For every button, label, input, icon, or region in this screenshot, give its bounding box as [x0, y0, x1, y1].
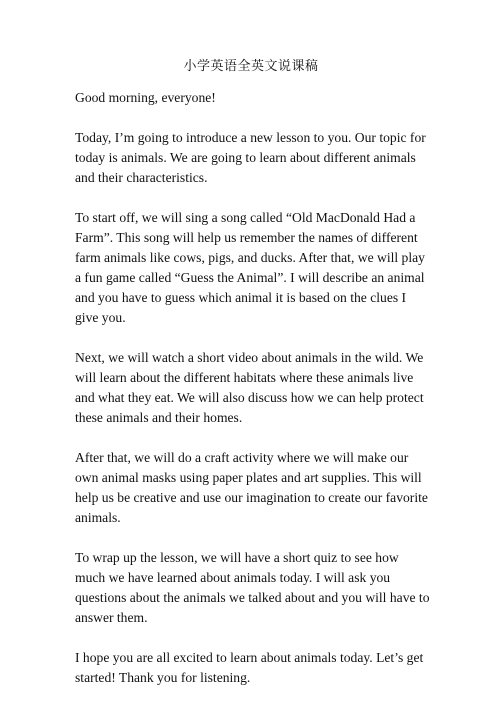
paragraph-craft-activity: After that, we will do a craft activity where we will make our own animal masks using paper plates and art supplies. This will help us be creative and use our imagination to create our favorite animals. [75, 450, 428, 525]
paragraph-quiz: To wrap up the lesson, we will have a short quiz to see how much we have learned about animals today. I will ask you questions about the animals we talked about and you will have to answer them. [75, 550, 430, 625]
paragraph-greeting: Good morning, everyone! [75, 90, 216, 105]
paragraph-song-and-game: To start off, we will sing a song called “Old MacDonald Had a Farm”. This song will help us remember the names of different farm animals like cows, pigs, and ducks. After that, we will play a fun game called “Guess the Animal”. I will describe an animal and you have to guess which animal it is based on the clues I give you. [75, 210, 425, 325]
document-body [75, 88, 431, 708]
paragraph-introduction: Today, I’m going to introduce a new lesson to you. Our topic for today is animals. We are going to learn about different animals and their characteristics. [75, 130, 426, 185]
paragraph-video: Next, we will watch a short video about animals in the wild. We will learn about the different habitats where these animals live and what they eat. We will also discuss how we can help protect these animals and their homes. [75, 350, 424, 425]
paragraph-closing: I hope you are all excited to learn about animals today. Let’s get started! Thank you for listening. [75, 650, 424, 685]
document-title: 小学英语全英文说课稿 [183, 58, 319, 73]
